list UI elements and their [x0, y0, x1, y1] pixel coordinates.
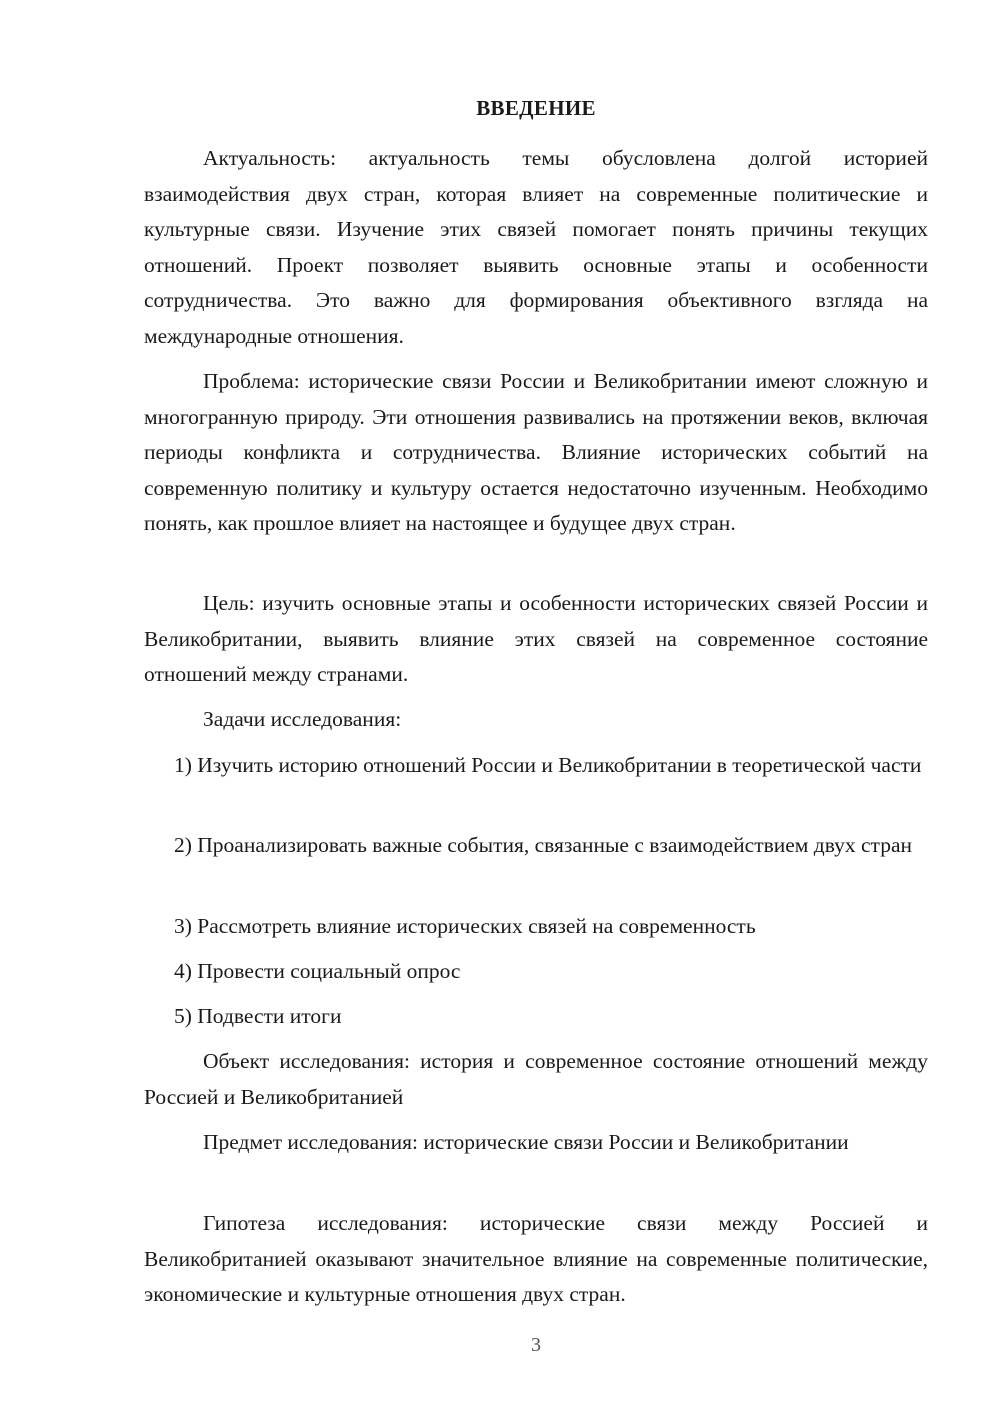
list-item-task-1: 1) Изучить историю отношений России и Великобритании в теоретической части [174, 753, 922, 777]
list-item-task-3: 3) Рассмотреть влияние исторических связей на современность [174, 914, 756, 938]
paragraph-problem: Проблема: исторические связи России и Великобритании имеют сложную и многогранную природу. Эти отношения развивались на протяжении веков, включая периоды конфликта и сотрудничества. Влияние исторических событий на современную политику и культуру остается недостаточно изученным. Необходимо понять, как прошлое влияет на настоящее и будущее двух стран. [144, 369, 928, 535]
list-item-task-4: 4) Провести социальный опрос [174, 959, 461, 983]
paragraph-relevance: Актуальность: актуальность темы обусловлена долгой историей взаимодействия двух стран, которая влияет на современные политические и культурные связи. Изучение этих связей помогает понять причины текущих отношений. Проект позволяет выявить основные этапы и особенности сотрудничества. Это важно для формирования объективного взгляда на международные отношения. [144, 146, 928, 348]
list-item-task-2: 2) Проанализировать важные события, связанные с взаимодействием двух стран [174, 833, 913, 857]
list-item-task-5: 5) Подвести итоги [174, 1004, 342, 1028]
paragraph-goal: Цель: изучить основные этапы и особенности исторических связей России и Великобритании, выявить влияние этих связей на современное состояние отношений между странами. [144, 591, 928, 686]
document-page [144, 0, 928, 1414]
page-number: 3 [531, 1334, 541, 1356]
tasks-heading: Задачи исследования: [203, 707, 402, 731]
paragraph-object: Объект исследования: история и современное состояние отношений между Россией и Великобританией [144, 1049, 928, 1109]
paragraph-hypothesis: Гипотеза исследования: исторические связи между Россией и Великобританией оказывают значительное влияние на современные политические, экономические и культурные отношения двух стран. [144, 1211, 928, 1306]
page-title: ВВЕДЕНИЕ [476, 96, 596, 120]
paragraph-subject: Предмет исследования: исторические связи России и Великобритании [203, 1130, 849, 1154]
